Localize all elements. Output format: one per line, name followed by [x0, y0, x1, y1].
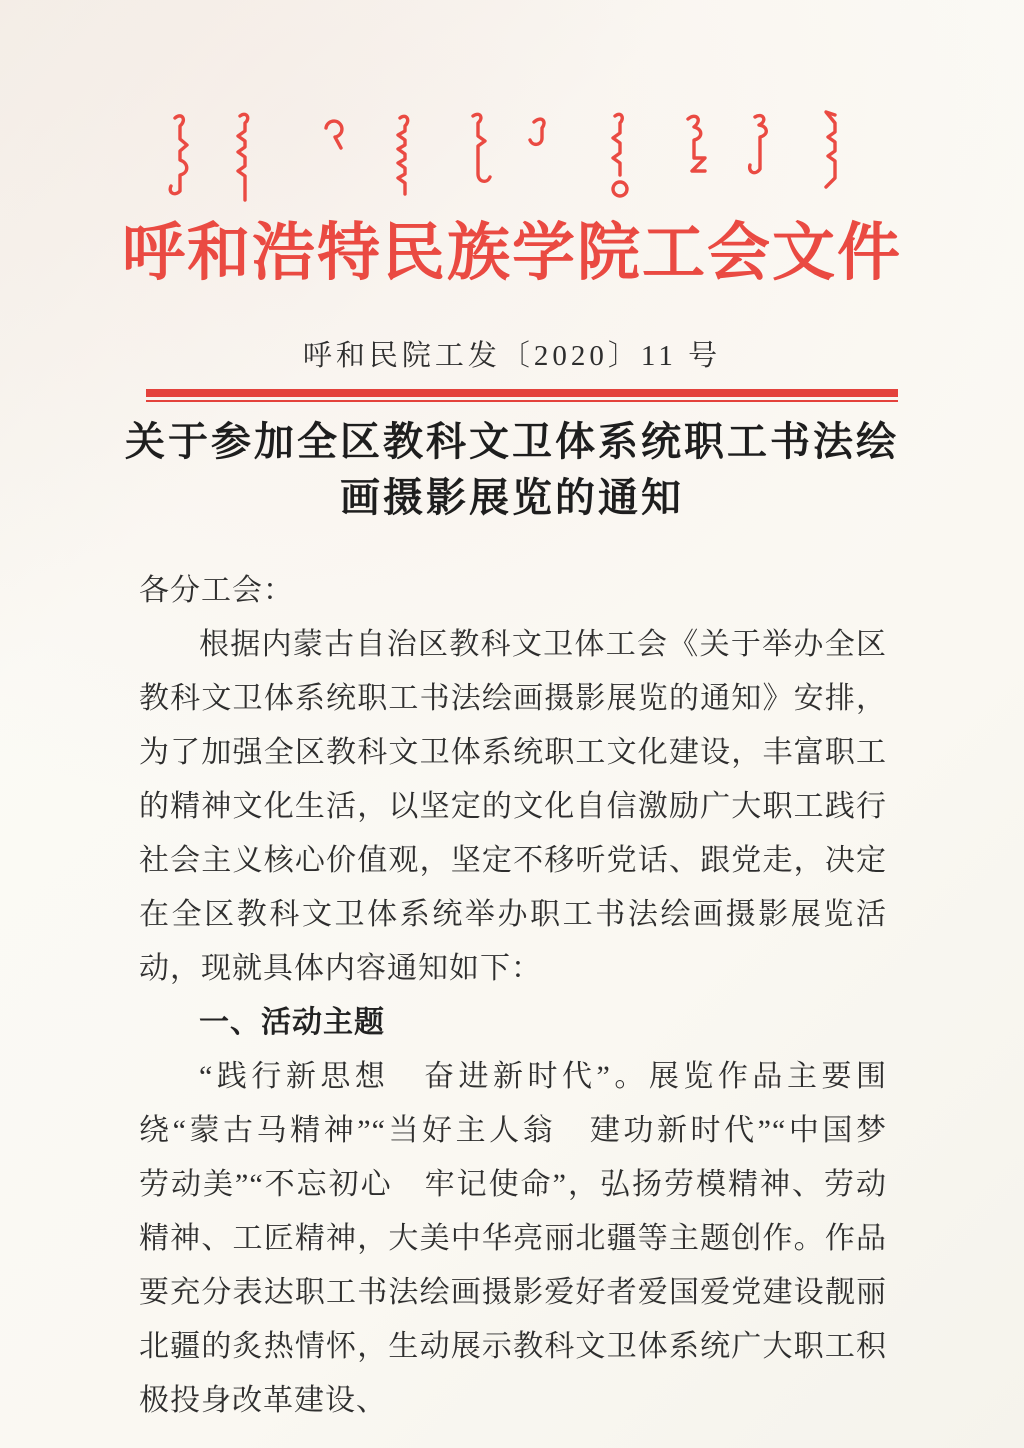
- doc-number: 呼和民院工发〔2020〕11 号: [302, 340, 722, 372]
- document-title-line1: 关于参加全区教科文卫体系统职工书法绘: [125, 420, 899, 464]
- document-title-line2: 画摄影展览的通知: [340, 476, 684, 520]
- red-rule: [146, 389, 898, 402]
- document-body: [139, 564, 918, 1428]
- org-title: 呼和浩特民族学院工会文件: [122, 215, 902, 289]
- paragraph-intro: 根据内蒙古自治区教科文卫体工会《关于举办全区教科文卫体系统职工书法绘画摄影展览的通知》安排，为了加强全区教科文卫体系统职工文化建设，丰富职工的精神文化生活，以坚定的文化自信激励广大职工践行社会主义核心价值观，坚定不移听党话、跟党走，决定在全区教科文卫体系统举办职工书法绘画摄影展览活动，现就具体内容通知如下：: [139, 628, 887, 985]
- red-rule-thin-line: [146, 400, 898, 402]
- salutation: 各分工会：: [139, 574, 294, 607]
- mongolian-script-title: [155, 110, 859, 210]
- red-rule-thick-line: [146, 389, 898, 397]
- mongolian-word: [170, 112, 835, 200]
- section-heading: 一、活动主题: [199, 1006, 385, 1039]
- paragraph-theme: “践行新思想 奋进新时代”。展览作品主要围绕“蒙古马精神”“当好主人翁 建功新时代”“中国梦 劳动美”“不忘初心 牢记使命”，弘扬劳模精神、劳动精神、工匠精神，大美中华亮丽北疆等主题创作。作品要充分表达职工书法绘画摄影爱好者爱国爱党建设靓丽北疆的炙热情怀，生动展示教科文卫体系统广大职工积极投身改革建设、: [139, 1060, 918, 1417]
- document-title: [0, 414, 1024, 526]
